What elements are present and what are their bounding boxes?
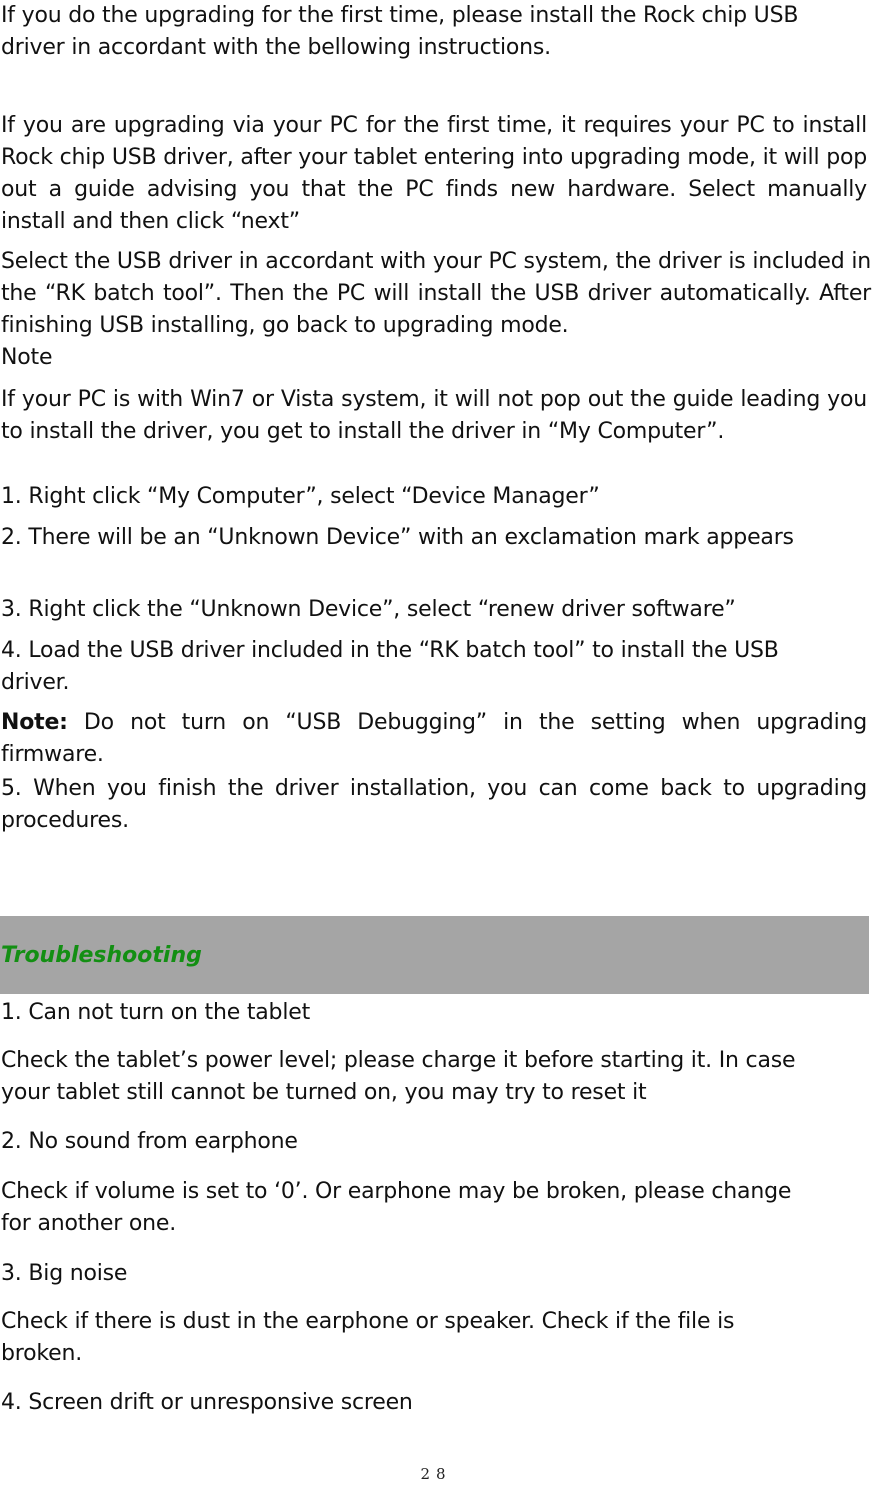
- trouble-problem-3: 3. Big noise: [1, 1261, 128, 1286]
- trouble-solution-1: Check the tablet’s power level; please charge it before starting it. In case your tablet still cannot be turned on, you may try to reset it: [1, 1048, 796, 1105]
- trouble-problem-4: 4. Screen drift or unresponsive screen: [1, 1390, 413, 1415]
- warning-label: Note:: [1, 710, 68, 735]
- trouble-problem-2: 2. No sound from earphone: [1, 1129, 298, 1154]
- warning-text: Do not turn on “USB Debugging” in the setting when upgrading firmware.: [1, 710, 867, 767]
- intro-select-driver-paragraph: Select the USB driver in accordant with your PC system, the driver is included in the “RK batch tool”. Then the PC will install the USB driver automatically. After finishing USB installing, go back to upgrading mode.: [1, 249, 871, 338]
- note-heading: Note: [1, 345, 53, 370]
- intro-pc-first-time-paragraph: If you are upgrading via your PC for the first time, it requires your PC to install Rock chip USB driver, after your tablet entering into upgrading mode, it will pop out a guide advising you that the PC finds new hardware. Select manually install and then click “next”: [1, 113, 867, 234]
- note-step-3: 3. Right click the “Unknown Device”, select “renew driver software”: [1, 597, 736, 622]
- page-number: 28: [420, 1465, 452, 1483]
- trouble-solution-3: Check if there is dust in the earphone or speaker. Check if the file is broken.: [1, 1309, 735, 1366]
- note-step-2: 2. There will be an “Unknown Device” with an exclamation mark appears: [1, 525, 794, 550]
- troubleshooting-title: Troubleshooting: [1, 943, 202, 968]
- intro-first-time-paragraph: If you do the upgrading for the first time, please install the Rock chip USB driver in accordant with the bellowing instructions.: [1, 3, 799, 60]
- note-step-5: 5. When you finish the driver installation, you can come back to upgrading procedures.: [1, 776, 867, 833]
- note-body-paragraph: If your PC is with Win7 or Vista system, it will not pop out the guide leading you to install the driver, you get to install the driver in “My Computer”.: [1, 387, 867, 444]
- trouble-solution-2: Check if volume is set to ‘0’. Or earphone may be broken, please change for another one.: [1, 1179, 792, 1236]
- note-step-1: 1. Right click “My Computer”, select “Device Manager”: [1, 484, 600, 509]
- usb-debugging-warning: [1, 707, 867, 771]
- note-step-4: 4. Load the USB driver included in the “RK batch tool” to install the USB driver.: [1, 638, 779, 695]
- trouble-problem-1: 1. Can not turn on the tablet: [1, 1000, 310, 1025]
